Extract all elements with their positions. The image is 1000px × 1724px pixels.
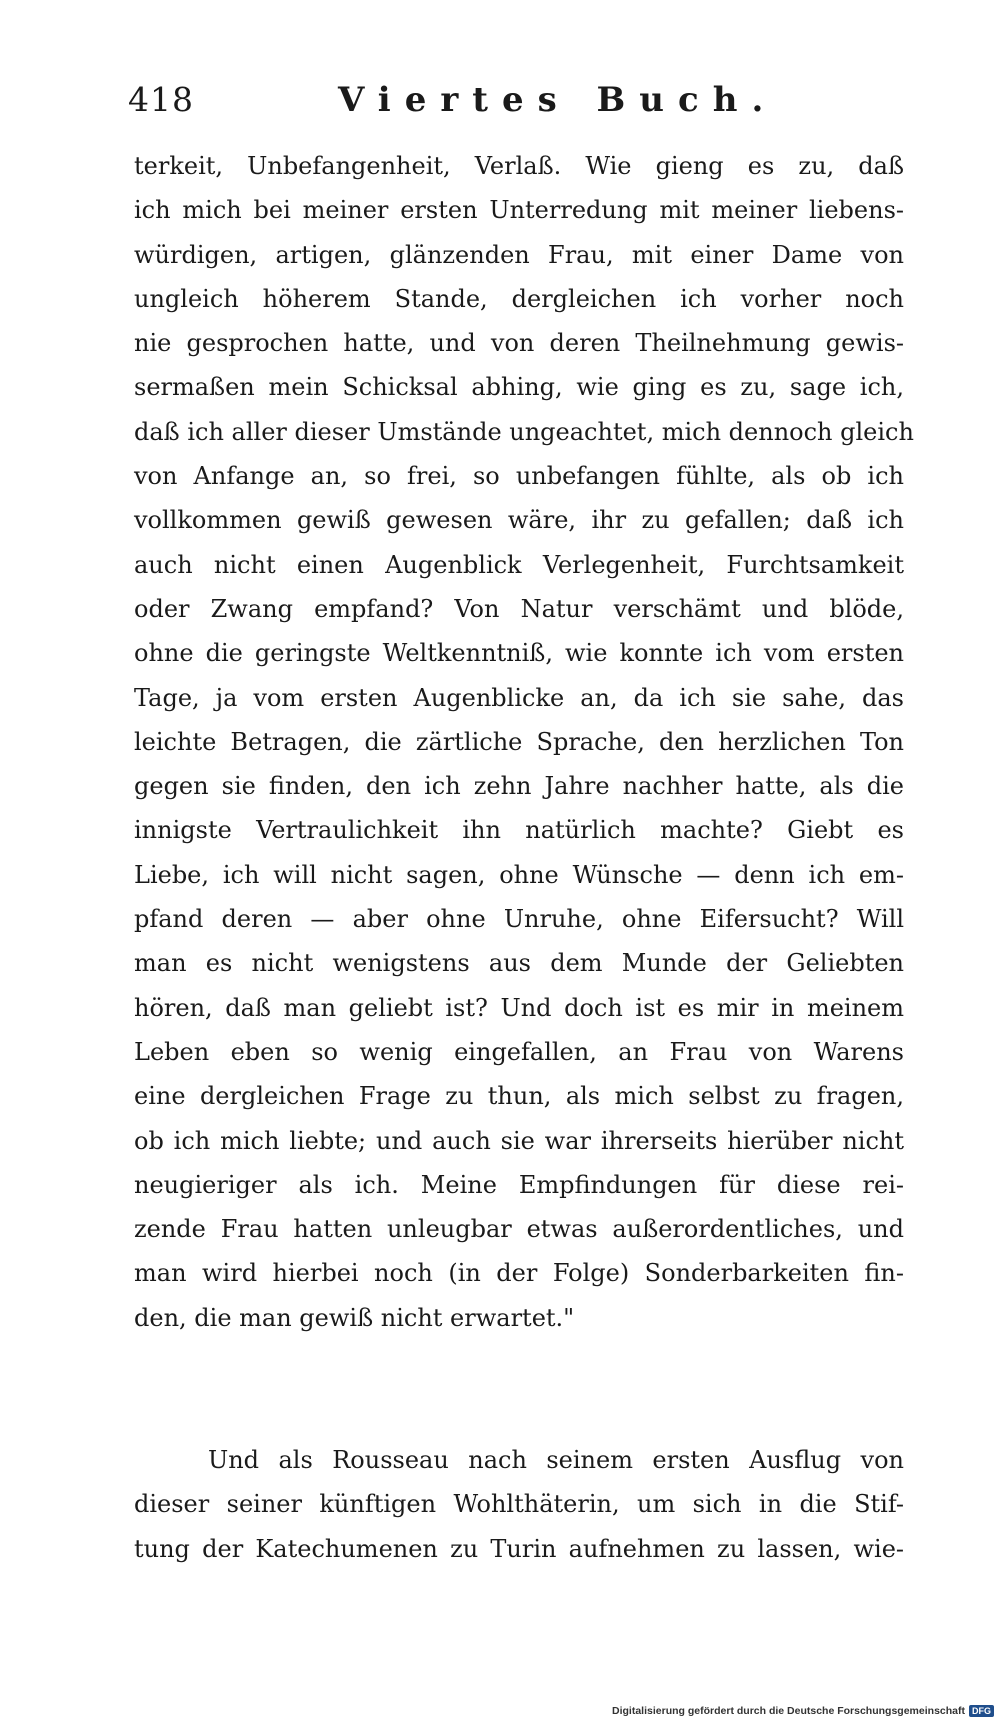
- text-line: Tage, ja vom ersten Augenblicke an, da ich sie sahe, das: [134, 683, 904, 712]
- text-line: zende Frau hatten unleugbar etwas außerordentliches, und: [134, 1215, 904, 1244]
- text-line: vollkommen gewiß gewesen wäre, ihr zu gefallen; daß ich: [134, 506, 904, 535]
- text-line: Liebe, ich will nicht sagen, ohne Wünsche — denn ich em-: [134, 860, 904, 889]
- text-line: von Anfange an, so frei, so unbefangen fühlte, als ob ich: [134, 462, 904, 491]
- text-line: pfand deren — aber ohne Unruhe, ohne Eifersucht? Will: [134, 905, 904, 934]
- text-line: tung der Katechumenen zu Turin aufnehmen zu lassen, wie-: [134, 1534, 904, 1563]
- running-head: [128, 80, 888, 130]
- text-line: oder Zwang empfand? Von Natur verschämt und blöde,: [134, 594, 904, 623]
- text-line: neugieriger als ich. Meine Empfindungen für diese rei-: [134, 1170, 904, 1199]
- text-line: leichte Betragen, die zärtliche Sprache, den herzlichen Ton: [134, 727, 904, 756]
- dfg-logo-icon: DFG: [969, 1705, 994, 1717]
- text-line: sermaßen mein Schicksal abhing, wie ging es zu, sage ich,: [134, 373, 904, 402]
- text-line: ohne die geringste Weltkenntniß, wie konnte ich vom ersten: [134, 639, 904, 668]
- text-line: gegen sie finden, den ich zehn Jahre nachher hatte, als die: [134, 772, 904, 801]
- text-line: eine dergleichen Frage zu thun, als mich selbst zu fragen,: [134, 1082, 904, 1111]
- text-line: ich mich bei meiner ersten Unterredung mit meiner liebens-: [134, 196, 904, 225]
- text-line: nie gesprochen hatte, und von deren Theilnehmung gewis-: [134, 329, 904, 358]
- text-line: daß ich aller dieser Umstände ungeachtet, mich dennoch gleich: [134, 417, 914, 446]
- text-line: Leben eben so wenig eingefallen, an Frau von Warens: [134, 1037, 904, 1066]
- running-title: Viertes Buch.: [338, 80, 778, 120]
- text-line: dieser seiner künftigen Wohlthäterin, um sich in die Stif-: [134, 1490, 904, 1519]
- paragraph-1: [134, 144, 914, 1340]
- text-line: terkeit, Unbefangenheit, Verlaß. Wie gieng es zu, daß: [134, 152, 904, 180]
- text-line: man wird hierbei noch (in der Folge) Sonderbarkeiten fin-: [134, 1259, 904, 1288]
- text-line: würdigen, artigen, glänzenden Frau, mit einer Dame von: [134, 240, 904, 269]
- text-line: auch nicht einen Augenblick Verlegenheit, Furchtsamkeit: [134, 550, 904, 579]
- text-line: ob ich mich liebte; und auch sie war ihrerseits hierüber nicht: [134, 1126, 904, 1155]
- digitization-credit: [612, 1702, 994, 1720]
- text-line: innigste Vertraulichkeit ihn natürlich machte? Giebt es: [134, 816, 904, 845]
- paragraph-2: [134, 1438, 904, 1571]
- text-line: man es nicht wenigstens aus dem Munde der Geliebten: [134, 949, 904, 978]
- text-line: hören, daß man geliebt ist? Und doch ist es mir in meinem: [134, 993, 904, 1022]
- text-line: Und als Rousseau nach seinem ersten Ausflug von: [208, 1446, 904, 1474]
- page-number: 418: [128, 80, 194, 119]
- text-line: ungleich höherem Stande, dergleichen ich vorher noch: [134, 284, 904, 313]
- credit-text: Digitalisierung gefördert durch die Deutsche Forschungsgemeinschaft: [612, 1705, 965, 1717]
- text-line: den, die man gewiß nicht erwartet.": [134, 1303, 575, 1332]
